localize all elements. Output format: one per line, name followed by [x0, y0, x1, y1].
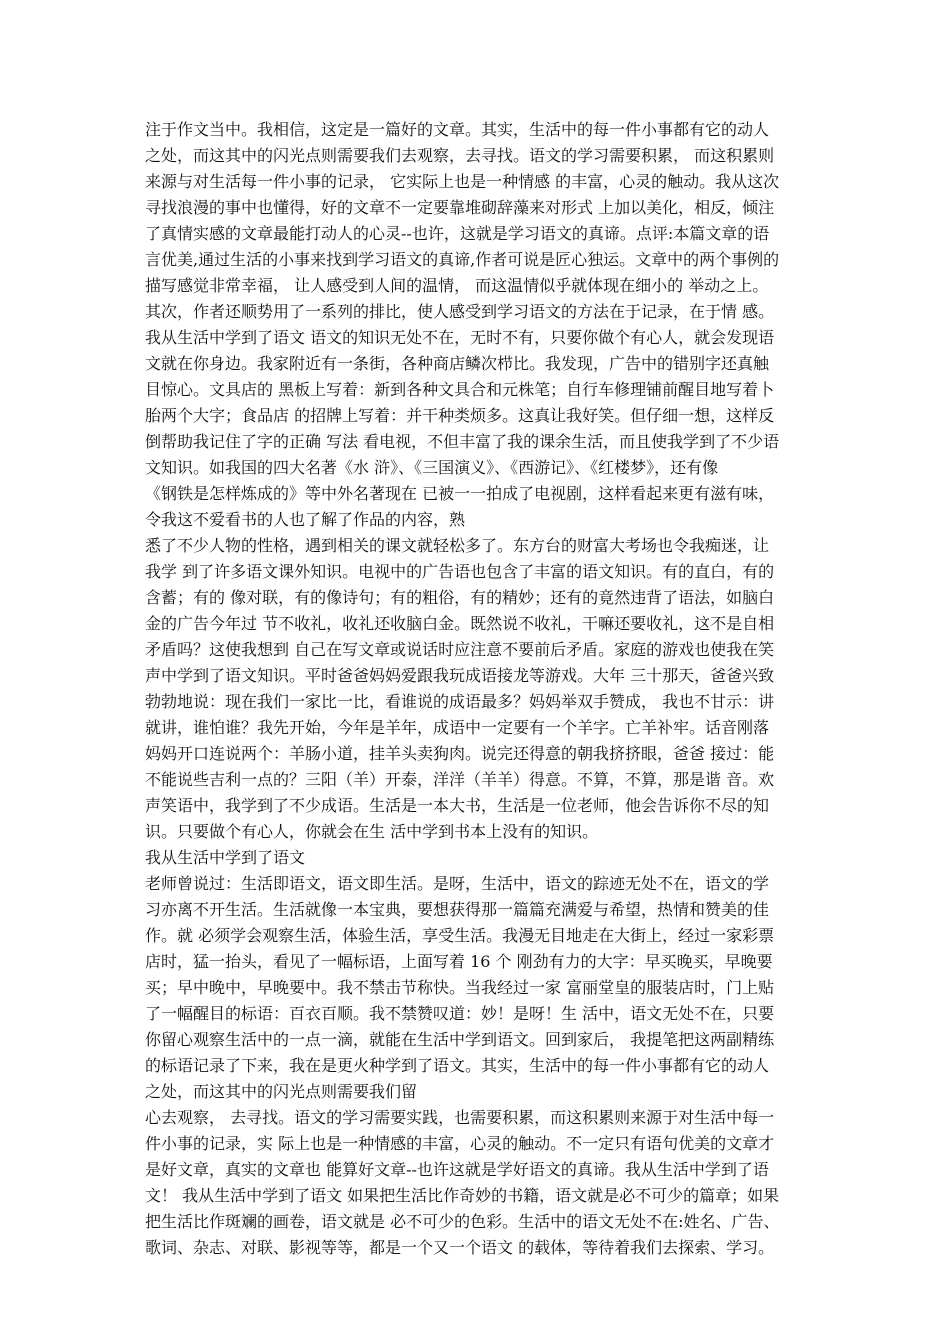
text-line: 我从生活中学到了语文: [145, 848, 306, 867]
text-line: 我从生活中学到了语文 语文的知识无处不在，无时不有，只要你做个有心人，就会发现语: [145, 328, 775, 347]
text-line: 金的广告今年过 节不收礼，收礼还收脑白金。既然说不收礼，干嘛还要收礼，这不是自相: [145, 614, 775, 633]
text-line: 目惊心。文具店的 黑板上写着：新到各种文具合和元株笔；自行车修理铺前醒目地写着卜: [145, 380, 775, 399]
text-line: 就讲，谁怕谁？我先开始，今年是羊年，成语中一定要有一个羊字。亡羊补牢。话音刚落: [145, 718, 770, 737]
text-line: 悉了不少人物的性格，遇到相关的课文就轻松多了。东方台的财富大考场也令我痴迷，让: [145, 536, 770, 555]
text-line: 了一幅醒目的标语：百衣百顺。我不禁赞叹道：妙！是呀！生 活中，语文无处不在，只要: [145, 1004, 775, 1023]
text-line: 注于作文当中。我相信，这定是一篇好的文章。其实，生活中的每一件小事都有它的动人: [145, 120, 770, 139]
paragraph-block-4: [145, 1105, 813, 1261]
text-line: 含蓄；有的 像对联，有的像诗句；有的粗俗，有的精妙；还有的竟然违背了语法，如脑白: [145, 588, 775, 607]
text-line: 识。只要做个有心人，你就会在生 活中学到书本上没有的知识。: [145, 822, 599, 841]
text-line: 的标语记录了下来，我在是更火种学到了语文。其实，生活中的每一件小事都有它的动人: [145, 1056, 770, 1075]
text-line: 妈妈开口连说两个：羊肠小道，挂羊头卖狗肉。说完还得意的朝我挤挤眼，爸爸 接过：能: [145, 744, 775, 763]
text-line: 不能说些吉利一点的？三阳（羊）开泰，洋洋（羊羊）得意。不算，不算，那是谐 音。欢: [145, 770, 775, 789]
text-line: 是好文章，真实的文章也 能算好文章--也许这就是学好语文的真谛。我从生活中学到了语: [145, 1160, 769, 1179]
text-line: 声中学到了语文知识。平时爸爸妈妈爱跟我玩成语接龙等游戏。大年 三十那天，爸爸兴致: [145, 666, 775, 685]
text-line: 作。就 必须学会观察生活，体验生活，享受生活。我漫无目地走在大街上，经过一家彩票: [145, 926, 775, 945]
text-line: 我学 到了许多语文课外知识。电视中的广告语也包含了丰富的语文知识。有的直白，有的: [145, 562, 775, 581]
text-line: 之处，而这其中的闪光点则需要我们留: [145, 1082, 418, 1101]
text-line: 买；早中晚中，早晚要中。我不禁击节称快。当我经过一家 富丽堂皇的服装店时，门上贴: [145, 978, 775, 997]
text-line: 习亦离不开生活。生活就像一本宝典，要想获得那一篇篇充满爱与希望，热情和赞美的佳: [145, 900, 770, 919]
text-line: 店时，猛一抬头，看见了一幅标语，上面写着 16 个 刚劲有力的大字：早买晚买，早晚要: [145, 952, 773, 971]
text-line: 寻找浪漫的事中也懂得，好的文章不一定要靠堆砌辞藻来对形式 上加以美化，相反，倾注: [145, 198, 775, 217]
text-line: 心去观察， 去寻找。语文的学习需要实践，也需要积累，而这积累则来源于对生活中每一: [145, 1108, 775, 1127]
text-line: 来源与对生活每一件小事的记录， 它实际上也是一种情感 的丰富，心灵的触动。我从这次: [145, 172, 780, 191]
text-line: 件小事的记录，实 际上也是一种情感的丰富，心灵的触动。不一定只有语句优美的文章才: [145, 1134, 775, 1153]
section-heading: [145, 845, 813, 871]
paragraph-block-2: [145, 533, 813, 845]
text-line: 胎两个大字；食品店 的招牌上写着：并干种类烦多。这真让我好笑。但仔细一想，这样反: [145, 406, 775, 425]
text-line: 令我这不爱看书的人也了解了作品的内容，熟: [145, 510, 466, 529]
text-line: 文！ 我从生活中学到了语文 如果把生活比作奇妙的书籍，语文就是必不可少的篇章；如果: [145, 1186, 780, 1205]
text-line: 倒帮助我记住了字的正确 写法 看电视，不但丰富了我的课余生活，而且使我学到了不少语: [145, 432, 780, 451]
text-line: 矛盾吗？这使我想到 自己在写文章或说话时应注意不要前后矛盾。家庭的游戏也使我在笑: [145, 640, 775, 659]
text-line: 把生活比作斑斓的画卷，语文就是 必不可少的色彩。生活中的语文无处不在:姓名、广告、: [145, 1212, 780, 1231]
text-line: 你留心观察生活中的一点一滴，就能在生活中学到语文。回到家后， 我提笔把这两副精练: [145, 1030, 775, 1049]
text-line: 歌词、杂志、对联、影视等等，都是一个又一个语文 的载体，等待着我们去探索、学习。: [145, 1238, 775, 1257]
text-line: 文就在你身边。我家附近有一条街，各种商店鳞次栉比。我发现，广告中的错别字还真触: [145, 354, 770, 373]
text-line: 声笑语中，我学到了不少成语。生活是一本大书，生活是一位老师，他会告诉你不尽的知: [145, 796, 770, 815]
text-line: 勃勃地说：现在我们一家比一比，看谁说的成语最多？妈妈举双手赞成， 我也不甘示：讲: [145, 692, 775, 711]
text-line: 描写感觉非常幸福， 让人感受到人间的温情， 而这温情似乎就体现在细小的 举动之上。: [145, 276, 769, 295]
text-line: 文知识。如我国的四大名著《水 浒》、《三国演义》、《西游记》、《红楼梦》，还有像: [145, 458, 719, 477]
text-line: 老师曾说过：生活即语文，语文即生活。是呀，生活中，语文的踪迹无处不在，语文的学: [145, 874, 770, 893]
text-line: 之处，而这其中的闪光点则需要我们去观察，去寻找。语文的学习需要积累， 而这积累则: [145, 146, 775, 165]
paragraph-block-3: [145, 871, 813, 1105]
paragraph-block-1: [145, 117, 813, 533]
text-line: 了真情实感的文章最能打动人的心灵--也许，这就是学习语文的真谛。点评:本篇文章的语: [145, 224, 770, 243]
text-line: 其次，作者还顺势用了一系列的排比，使人感受到学习语文的方法在于记录，在于情 感。: [145, 302, 775, 321]
text-line: 《钢铁是怎样炼成的》等中外名著现在 已被一一拍成了电视剧，这样看起来更有滋有味，: [145, 484, 775, 503]
text-line: 言优美,通过生活的小事来找到学习语文的真谛,作者可说是匠心独运。文章中的两个事例的: [145, 250, 780, 269]
